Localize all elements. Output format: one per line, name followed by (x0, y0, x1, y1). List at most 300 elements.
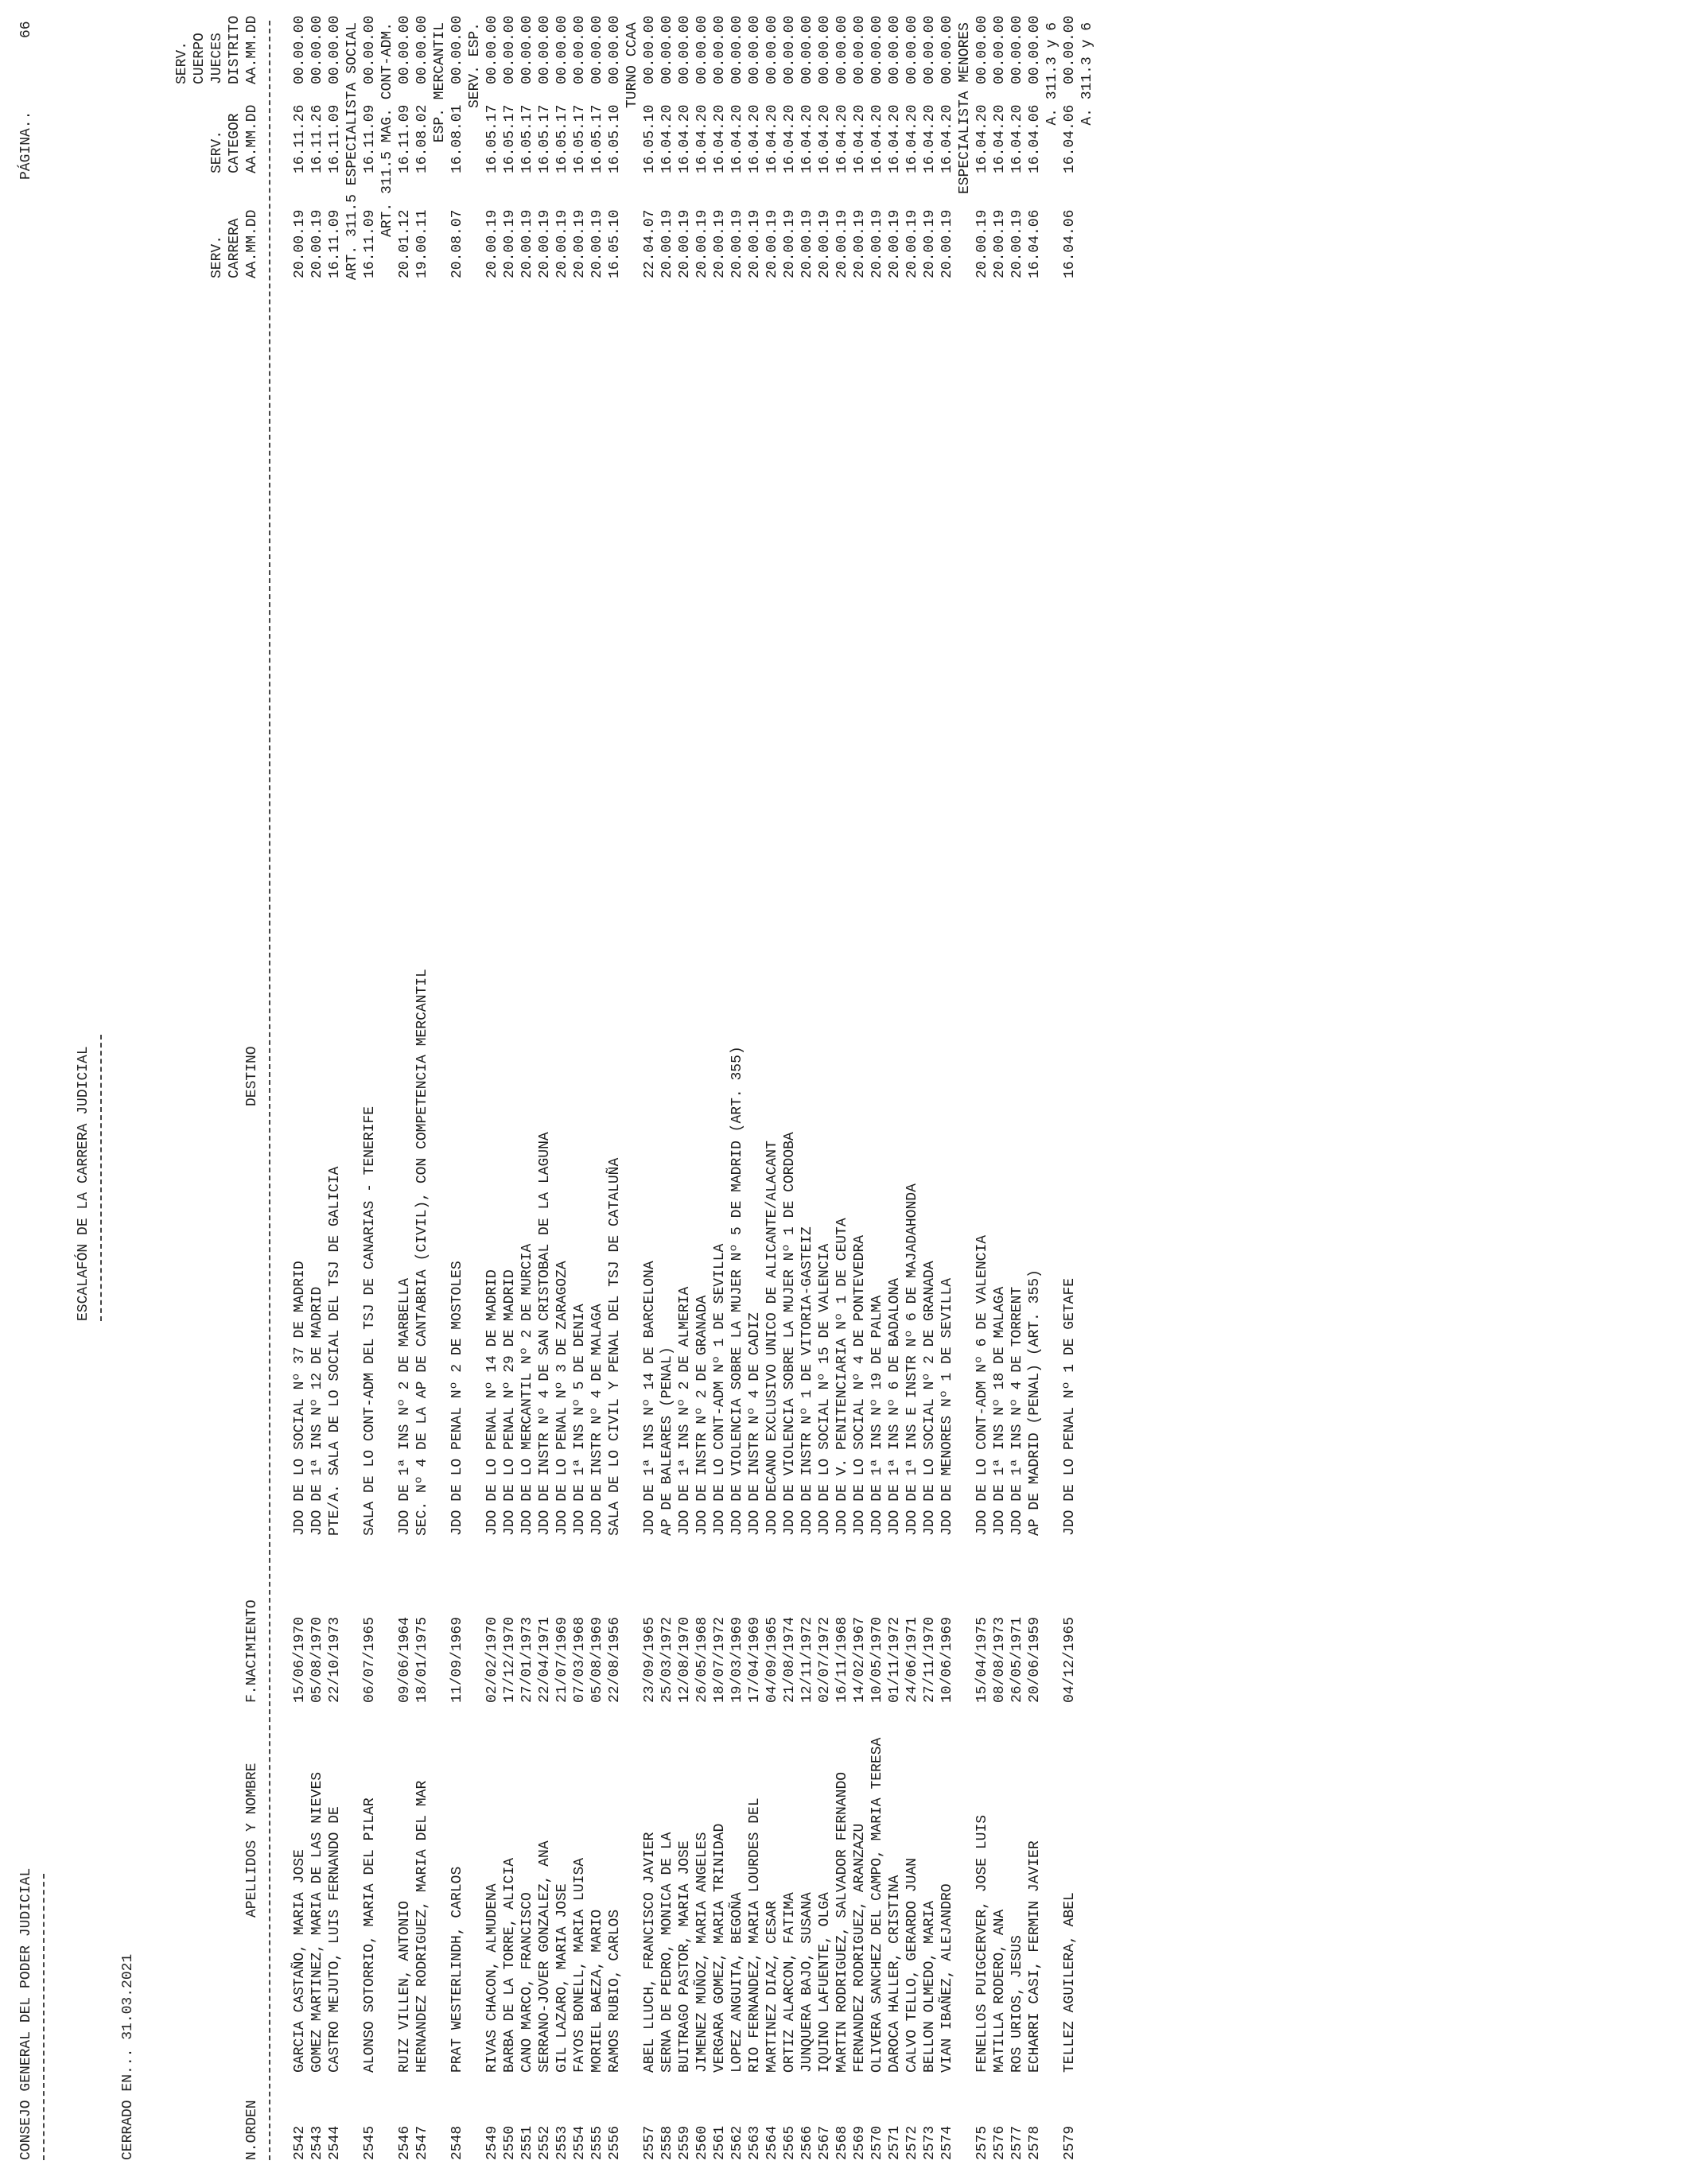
row-destination: JDO DE LO PENAL Nº 29 DE MADRID (502, 1269, 518, 1536)
row-destination: JDO DE 1ª INS Nº 19 DE PALMA (869, 1295, 885, 1536)
row-number: 2574 (939, 2125, 955, 2160)
row-serv-carrera: 20.00.19 (764, 209, 780, 278)
table-row (939, 0, 956, 2184)
row-birth-date: 21/07/1969 (554, 1616, 570, 1703)
row-number: 2547 (414, 2125, 430, 2160)
row-number: 2555 (589, 2125, 605, 2160)
row-serv-cuerpo: 00.00.00 (449, 15, 465, 84)
row-number: 2565 (782, 2125, 798, 2160)
row-name: SERNA DE PEDRO, MONICA DE LA (659, 1832, 675, 2073)
org-title: CONSEJO GENERAL DEL PODER JUDICIAL (18, 1867, 34, 2160)
row-birth-date: 27/01/1973 (519, 1616, 535, 1703)
row-name: JUNQUERA BAJO, SUSANA (799, 1892, 815, 2073)
row-name: LOPEZ ANGUITA, BEGOÑA (729, 1892, 745, 2073)
table-row (851, 0, 869, 2184)
table-row (869, 0, 886, 2184)
table-row (396, 0, 414, 2184)
row-serv-cuerpo: 00.00.00 (729, 15, 745, 84)
row-destination: JDO DE INSTR Nº 1 DE VITORIA-GASTEIZ (799, 1226, 815, 1536)
row-name: HERNANDEZ RODRIGUEZ, MARIA DEL MAR (414, 1780, 430, 2073)
table-row (921, 0, 939, 2184)
row-serv-carrera: 20.00.19 (729, 209, 745, 278)
table-row (326, 0, 344, 2184)
row-serv-cuerpo: 00.00.00 (537, 15, 553, 84)
table-row (1061, 0, 1079, 2184)
row-destination: JDO DE V. PENITENCIARIA Nº 1 DE CEUTA (834, 1218, 850, 1536)
row-birth-date: 14/02/1967 (852, 1616, 868, 1703)
row-number: 2551 (519, 2125, 535, 2160)
table-row (571, 0, 589, 2184)
row-destination: JDO DE LO PENAL Nº 1 DE GETAFE (1062, 1277, 1078, 1536)
row-number: 2544 (327, 2125, 343, 2160)
row-serv-carrera: 20.00.19 (1009, 209, 1025, 278)
col-cuerpo-l4: DISTRITO (227, 15, 243, 84)
row-serv-categoria: 16.05.17 (554, 104, 570, 173)
row-destination: JDO DE VIOLENCIA SOBRE LA MUJER Nº 1 DE CORDOBA (782, 1132, 798, 1536)
row-serv-categoria: 16.11.09 (397, 104, 413, 173)
row-name: BELLON OLMEDO, MARIA (922, 1900, 938, 2073)
table-row (1009, 0, 1026, 2184)
row-serv-categoria: 16.05.17 (484, 104, 500, 173)
row-serv-cuerpo: 00.00.00 (1027, 15, 1043, 84)
row-number: 2546 (397, 2125, 413, 2160)
table-row (991, 0, 1009, 2184)
table-row (676, 0, 694, 2184)
row-number: 2579 (1062, 2125, 1078, 2160)
row-note: ESP. MERCANTIL (432, 22, 448, 143)
row-number: 2554 (572, 2125, 588, 2160)
row-serv-categoria: 16.04.20 (834, 104, 850, 173)
row-name: CANO MARCO, FRANCISCO (519, 1892, 535, 2073)
row-serv-cuerpo: 00.00.00 (939, 15, 955, 84)
row-name: GIL LAZARO, MARIA JOSE (554, 1883, 570, 2073)
table-row (746, 0, 764, 2184)
row-birth-date: 22/04/1971 (537, 1616, 553, 1703)
row-birth-date: 02/02/1970 (484, 1616, 500, 1703)
row-number: 2558 (659, 2125, 675, 2160)
row-serv-cuerpo: 00.00.00 (694, 15, 710, 84)
row-serv-carrera: 20.00.19 (659, 209, 675, 278)
row-serv-cuerpo: 00.00.00 (782, 15, 798, 84)
row-birth-date: 22/10/1973 (327, 1616, 343, 1703)
row-destination: SALA DE LO CONT-ADM DEL TSJ DE CANARIAS - TENERIFE (362, 1106, 378, 1536)
row-destination: JDO DE INSTR Nº 4 DE CADIZ (747, 1312, 763, 1536)
row-serv-cuerpo: 00.00.00 (309, 15, 325, 84)
col-nombre: APELLIDOS Y NOMBRE (244, 1762, 260, 1918)
row-destination: JDO DECANO EXCLUSIVO UNICO DE ALICANTE/ALACANT (764, 1141, 780, 1536)
row-number: 2578 (1027, 2125, 1043, 2160)
row-number: 2572 (904, 2125, 920, 2160)
table-row (641, 0, 659, 2184)
table-row (904, 0, 921, 2184)
row-serv-categoria: 16.04.20 (852, 104, 868, 173)
row-birth-date: 12/11/1972 (799, 1616, 815, 1703)
row-serv-categoria: 16.04.20 (677, 104, 693, 173)
row-serv-cuerpo: 00.00.00 (642, 15, 658, 84)
row-name: ECHARRI CASI, FERMIN JAVIER (1027, 1840, 1043, 2073)
row-serv-cuerpo: 00.00.00 (292, 15, 308, 84)
row-name: TELLEZ AGUILERA, ABEL (1062, 1892, 1078, 2073)
row-serv-cuerpo: 00.00.00 (589, 15, 605, 84)
row-serv-cuerpo: 00.00.00 (869, 15, 885, 84)
table-row (501, 0, 519, 2184)
row-serv-carrera: 20.00.19 (904, 209, 920, 278)
row-serv-carrera: 20.00.19 (484, 209, 500, 278)
table-row (589, 0, 606, 2184)
row-serv-cuerpo: 00.00.00 (414, 15, 430, 84)
row-birth-date: 05/08/1970 (309, 1616, 325, 1703)
row-serv-carrera: 20.00.19 (589, 209, 605, 278)
col-destino: DESTINO (244, 1046, 260, 1106)
row-serv-carrera: 20.00.19 (519, 209, 535, 278)
row-number: 2561 (712, 2125, 728, 2160)
row-number: 2556 (607, 2125, 623, 2160)
row-serv-carrera: 20.01.12 (397, 209, 413, 278)
col-categoria-l3: AA.MM.DD (244, 104, 260, 173)
row-serv-cuerpo: 00.00.00 (799, 15, 815, 84)
row-serv-carrera: 20.00.19 (939, 209, 955, 278)
row-serv-cuerpo: 00.00.00 (397, 15, 413, 84)
row-note: ART. 311.5 MAG. CONT-ADM. (379, 22, 395, 238)
row-serv-carrera: 20.00.19 (554, 209, 570, 278)
row-name: FAYOS BONELL, MARIA LUISA (572, 1857, 588, 2073)
row-serv-categoria: 16.05.17 (589, 104, 605, 173)
row-destination: JDO DE LO MERCANTIL Nº 2 DE MURCIA (519, 1243, 535, 1536)
row-serv-cuerpo: 00.00.00 (502, 15, 518, 84)
row-serv-cuerpo: 00.00.00 (554, 15, 570, 84)
row-number: 2553 (554, 2125, 570, 2160)
document-title: ESCALAFÓN DE LA CARRERA JUDICIAL (76, 1046, 91, 1321)
row-birth-date: 05/08/1969 (589, 1616, 605, 1703)
row-number: 2575 (974, 2125, 990, 2160)
row-destination: JDO DE INSTR Nº 2 DE GRANADA (694, 1295, 710, 1536)
col-cuerpo-l1: SERV. (174, 41, 190, 84)
row-serv-carrera: 20.00.19 (782, 209, 798, 278)
row-serv-categoria: 16.04.20 (1009, 104, 1025, 173)
row-name: ALONSO SOTORRIO, MARIA DEL PILAR (362, 1797, 378, 2073)
row-serv-categoria: 16.04.20 (992, 104, 1008, 173)
row-number: 2545 (362, 2125, 378, 2160)
row-serv-categoria: 16.05.17 (537, 104, 553, 173)
closed-date: CERRADO EN... 31.03.2021 (120, 1953, 136, 2160)
row-destination: JDO DE MENORES Nº 1 DE SEVILLA (939, 1277, 955, 1536)
row-number: 2559 (677, 2125, 693, 2160)
row-birth-date: 15/04/1975 (974, 1616, 990, 1703)
row-note: ART. 311.5 ESPECIALISTA SOCIAL (344, 22, 360, 281)
row-serv-cuerpo: 00.00.00 (519, 15, 535, 84)
row-birth-date: 08/08/1973 (992, 1616, 1008, 1703)
row-birth-date: 26/05/1968 (694, 1616, 710, 1703)
table-row (834, 0, 851, 2184)
row-serv-categoria: 16.04.20 (869, 104, 885, 173)
row-note: SERV. ESP. (467, 22, 483, 109)
row-birth-date: 18/07/1972 (712, 1616, 728, 1703)
row-destination: JDO DE LO SOCIAL Nº 15 DE VALENCIA (817, 1243, 833, 1536)
row-birth-date: 09/06/1964 (397, 1616, 413, 1703)
row-serv-categoria: 16.04.20 (712, 104, 728, 173)
row-destination: JDO DE LO SOCIAL Nº 4 DE PONTEVEDRA (852, 1234, 868, 1536)
table-row (361, 0, 379, 2184)
row-birth-date: 27/11/1970 (922, 1616, 938, 1703)
row-serv-categoria: 16.05.17 (572, 104, 588, 173)
row-name: PRAT WESTERLINDH, CARLOS (449, 1866, 465, 2073)
row-destination: JDO DE LO CONT-ADM Nº 6 DE VALENCIA (974, 1234, 990, 1536)
row-birth-date: 22/08/1956 (607, 1616, 623, 1703)
row-serv-categoria: 16.04.20 (729, 104, 745, 173)
row-serv-categoria: 16.04.20 (922, 104, 938, 173)
row-serv-cuerpo: 00.00.00 (659, 15, 675, 84)
row-destination: AP DE MADRID (PENAL) (ART. 355) (1027, 1269, 1043, 1536)
row-birth-date: 16/11/1968 (834, 1616, 850, 1703)
row-serv-categoria: 16.11.26 (292, 104, 308, 173)
org-underline (43, 1874, 45, 2160)
row-note: ESPECIALISTA MENORES (957, 22, 973, 195)
row-birth-date: 23/09/1965 (642, 1616, 658, 1703)
row-birth-date: 10/05/1970 (869, 1616, 885, 1703)
row-destination: JDO DE LO PENAL Nº 3 DE ZARAGOZA (554, 1261, 570, 1536)
row-birth-date: 17/04/1969 (747, 1616, 763, 1703)
row-destination: PTE/A. SALA DE LO SOCIAL DEL TSJ DE GALICIA (327, 1166, 343, 1536)
row-serv-carrera: 20.00.19 (799, 209, 815, 278)
row-number: 2577 (1009, 2125, 1025, 2160)
row-name: VIAN IBAÑEZ, ALEJANDRO (939, 1883, 955, 2073)
row-serv-carrera: 20.00.19 (992, 209, 1008, 278)
row-serv-cuerpo: 00.00.00 (484, 15, 500, 84)
row-serv-cuerpo: 00.00.00 (362, 15, 378, 84)
row-serv-carrera: 20.08.07 (449, 209, 465, 278)
table-row (484, 0, 501, 2184)
row-destination: JDO DE LO SOCIAL Nº 2 DE GRANADA (922, 1261, 938, 1536)
row-serv-carrera: 16.04.06 (1027, 209, 1043, 278)
row-number: 2560 (694, 2125, 710, 2160)
row-number: 2548 (449, 2125, 465, 2160)
row-serv-cuerpo: 00.00.00 (922, 15, 938, 84)
row-destination: JDO DE 1ª INS Nº 14 DE BARCELONA (642, 1261, 658, 1536)
table-row (554, 0, 571, 2184)
row-serv-categoria: 16.04.06 (1062, 104, 1078, 173)
row-serv-categoria: 16.04.06 (1027, 104, 1043, 173)
row-serv-categoria: 16.11.09 (327, 104, 343, 173)
row-serv-carrera: 16.04.06 (1062, 209, 1078, 278)
row-serv-carrera: 20.00.19 (974, 209, 990, 278)
row-number: 2569 (852, 2125, 868, 2160)
row-name: RIVAS CHACON, ALMUDENA (484, 1883, 500, 2073)
row-destination: JDO DE 1ª INS Nº 5 DE DENIA (572, 1304, 588, 1536)
row-destination: SALA DE LO CIVIL Y PENAL DEL TSJ DE CATALUÑA (607, 1157, 623, 1536)
table-row (764, 0, 781, 2184)
row-destination: JDO DE 1ª INS Nº 4 DE TORRENT (1009, 1286, 1025, 1536)
table-row (414, 0, 431, 2184)
row-name: MARTIN RODRIGUEZ, SALVADOR FERNANDO (834, 1771, 850, 2073)
row-number: 2576 (992, 2125, 1008, 2160)
row-destination: JDO DE VIOLENCIA SOBRE LA MUJER Nº 5 DE MADRID (ART. 355) (729, 1046, 745, 1536)
row-serv-carrera: 20.00.19 (572, 209, 588, 278)
row-serv-cuerpo: 00.00.00 (712, 15, 728, 84)
row-serv-carrera: 16.05.10 (607, 209, 623, 278)
row-name: BARBA DE LA TORRE, ALICIA (502, 1857, 518, 2073)
row-serv-cuerpo: 00.00.00 (887, 15, 903, 84)
row-birth-date: 21/08/1974 (782, 1616, 798, 1703)
row-name: MATILLA RODERO, ANA (992, 1909, 1008, 2073)
row-birth-date: 18/01/1975 (414, 1616, 430, 1703)
table-row (309, 0, 326, 2184)
table-row (816, 0, 834, 2184)
row-name: IQUINO LAFUENTE, OLGA (817, 1892, 833, 2073)
col-carrera-l1: SERV. (209, 235, 225, 278)
row-number: 2542 (292, 2125, 308, 2160)
row-name: CALVO TELLO, GERARDO JUAN (904, 1857, 920, 2073)
row-birth-date: 26/05/1971 (1009, 1616, 1025, 1703)
row-serv-categoria: 16.04.20 (764, 104, 780, 173)
row-serv-categoria: 16.04.20 (747, 104, 763, 173)
col-categoria-l1: SERV. (209, 130, 225, 173)
row-name: RUIZ VILLEN, ANTONIO (397, 1900, 413, 2073)
table-row (974, 0, 991, 2184)
row-serv-categoria: 16.04.20 (799, 104, 815, 173)
row-name: MORIEL BAEZA, MARIO (589, 1909, 605, 2073)
row-serv-categoria: 16.05.10 (642, 104, 658, 173)
table-row (799, 0, 816, 2184)
row-number: 2549 (484, 2125, 500, 2160)
row-number: 2566 (799, 2125, 815, 2160)
row-serv-categoria: 16.11.09 (362, 104, 378, 173)
row-birth-date: 17/12/1970 (502, 1616, 518, 1703)
row-birth-date: 01/11/1972 (887, 1616, 903, 1703)
row-birth-date: 19/03/1969 (729, 1616, 745, 1703)
table-row (519, 0, 536, 2184)
col-carrera-l2: CARRERA (227, 218, 243, 278)
row-destination: JDO DE 1ª INS Nº 2 DE MARBELLA (397, 1277, 413, 1536)
row-destination: JDO DE 1ª INS Nº 12 DE MADRID (309, 1286, 325, 1536)
row-birth-date: 11/09/1969 (449, 1616, 465, 1703)
row-serv-categoria: 16.04.20 (659, 104, 675, 173)
row-serv-carrera: 22.04.07 (642, 209, 658, 278)
row-number: 2557 (642, 2125, 658, 2160)
table-row (694, 0, 711, 2184)
row-name: DAROCA HALLER, CRISTINA (887, 1875, 903, 2073)
row-serv-categoria: 16.05.10 (607, 104, 623, 173)
row-number: 2568 (834, 2125, 850, 2160)
table-row (729, 0, 746, 2184)
row-birth-date: 10/06/1969 (939, 1616, 955, 1703)
row-number: 2573 (922, 2125, 938, 2160)
row-name: ORTIZ ALARCON, FATIMA (782, 1892, 798, 2073)
row-serv-cuerpo: 00.00.00 (677, 15, 693, 84)
row-birth-date: 02/07/1972 (817, 1616, 833, 1703)
row-serv-categoria: 16.04.20 (694, 104, 710, 173)
row-serv-categoria: 16.08.01 (449, 104, 465, 173)
row-serv-carrera: 20.00.19 (712, 209, 728, 278)
row-serv-categoria: 16.04.20 (904, 104, 920, 173)
row-birth-date: 07/03/1968 (572, 1616, 588, 1703)
col-cuerpo-l2: CUERPO (192, 33, 208, 84)
row-name: ROS URIOS, JESUS (1009, 1935, 1025, 2073)
row-number: 2550 (502, 2125, 518, 2160)
row-number: 2552 (537, 2125, 553, 2160)
row-note: A. 311.3 y 6 (1044, 22, 1060, 126)
row-serv-carrera: 19.00.11 (414, 209, 430, 278)
row-destination: JDO DE LO PENAL Nº 14 DE MADRID (484, 1269, 500, 1536)
row-serv-carrera: 20.00.19 (502, 209, 518, 278)
table-row (606, 0, 624, 2184)
col-categoria-l2: CATEGOR (227, 113, 243, 173)
row-serv-cuerpo: 00.00.00 (1009, 15, 1025, 84)
row-name: OLIVERA SANCHEZ DEL CAMPO, MARIA TERESA (869, 1737, 885, 2073)
row-name: JIMENEZ MUÑOZ, MARIA ANGELES (694, 1832, 710, 2073)
row-serv-cuerpo: 00.00.00 (834, 15, 850, 84)
row-serv-categoria: 16.04.20 (887, 104, 903, 173)
row-serv-carrera: 20.00.19 (817, 209, 833, 278)
row-number: 2543 (309, 2125, 325, 2160)
row-serv-categoria: 16.05.17 (519, 104, 535, 173)
row-number: 2567 (817, 2125, 833, 2160)
row-number: 2571 (887, 2125, 903, 2160)
row-serv-carrera: 20.00.19 (309, 209, 325, 278)
row-serv-cuerpo: 00.00.00 (992, 15, 1008, 84)
row-serv-carrera: 20.00.19 (694, 209, 710, 278)
title-underline (100, 1035, 102, 1321)
row-destination: SEC. Nº 4 DE LA AP DE CANTABRIA (CIVIL), CON COMPETENCIA MERCANTIL (414, 969, 430, 1536)
row-number: 2562 (729, 2125, 745, 2160)
row-serv-categoria: 16.05.17 (502, 104, 518, 173)
row-serv-carrera: 20.00.19 (292, 209, 308, 278)
col-cuerpo-l5: AA.MM.DD (244, 15, 260, 84)
row-serv-carrera: 20.00.19 (537, 209, 553, 278)
row-serv-cuerpo: 00.00.00 (747, 15, 763, 84)
table-row (449, 0, 466, 2184)
table-row (781, 0, 799, 2184)
row-serv-carrera: 20.00.19 (747, 209, 763, 278)
row-birth-date: 25/03/1972 (659, 1616, 675, 1703)
row-serv-cuerpo: 00.00.00 (974, 15, 990, 84)
table-row (536, 0, 554, 2184)
row-destination: JDO DE 1ª INS E INSTR Nº 6 DE MAJADAHONDA (904, 1183, 920, 1536)
page-number: 66 (18, 21, 34, 38)
row-birth-date: 12/08/1970 (677, 1616, 693, 1703)
row-name: RAMOS RUBIO, CARLOS (607, 1909, 623, 2073)
row-serv-carrera: 20.00.19 (834, 209, 850, 278)
col-cuerpo-l3: JUECES (209, 33, 225, 84)
row-number: 2570 (869, 2125, 885, 2160)
table-row (711, 0, 729, 2184)
row-birth-date: 24/06/1971 (904, 1616, 920, 1703)
row-destination: JDO DE LO PENAL Nº 2 DE MOSTOLES (449, 1261, 465, 1536)
row-serv-cuerpo: 00.00.00 (607, 15, 623, 84)
page-label: PÁGINA.. (18, 111, 34, 180)
row-name: SERRANO-JOVER GONZALEZ, ANA (537, 1840, 553, 2073)
row-note: A. 311.3 y 6 (1079, 22, 1095, 126)
row-birth-date: 06/07/1965 (362, 1616, 378, 1703)
row-name: RIO FERNANDEZ, MARIA LOURDES DEL (747, 1797, 763, 2073)
row-serv-categoria: 16.04.20 (782, 104, 798, 173)
table-row (291, 0, 309, 2184)
row-serv-cuerpo: 00.00.00 (904, 15, 920, 84)
row-serv-carrera: 20.00.19 (922, 209, 938, 278)
row-name: FERNANDEZ RODRIGUEZ, ARANZAZU (852, 1823, 868, 2073)
row-serv-carrera: 20.00.19 (887, 209, 903, 278)
row-destination: JDO DE 1ª INS Nº 18 DE MALAGA (992, 1286, 1008, 1536)
row-serv-categoria: 16.11.26 (309, 104, 325, 173)
row-birth-date: 04/09/1965 (764, 1616, 780, 1703)
row-birth-date: 20/06/1959 (1027, 1616, 1043, 1703)
row-destination: AP DE BALEARES (PENAL) (659, 1347, 675, 1536)
row-serv-categoria: 16.08.02 (414, 104, 430, 173)
table-row (659, 0, 676, 2184)
row-name: GOMEZ MARTINEZ, MARIA DE LAS NIEVES (309, 1771, 325, 2073)
row-destination: JDO DE INSTR Nº 4 DE SAN CRISTOBAL DE LA LAGUNA (537, 1132, 553, 1536)
row-birth-date: 04/12/1965 (1062, 1616, 1078, 1703)
col-carrera-l3: AA.MM.DD (244, 209, 260, 278)
